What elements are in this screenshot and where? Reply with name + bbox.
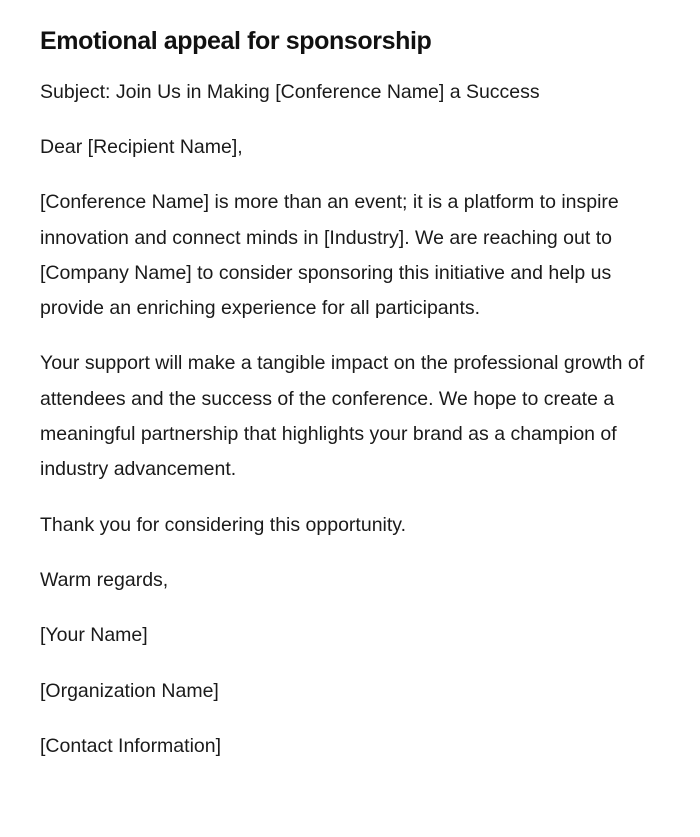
- closing: Warm regards,: [40, 568, 169, 591]
- signature-name: [Your Name]: [40, 624, 148, 647]
- signature-organization: [Organization Name]: [40, 679, 219, 702]
- body-paragraph-thanks: Thank you for considering this opportunity.: [40, 513, 407, 536]
- email-subject: Subject: Join Us in Making [Conference Name] a Success: [40, 81, 540, 103]
- salutation: Dear [Recipient Name],: [40, 136, 243, 158]
- body-paragraph-impact: Your support will make a tangible impact on the professional growth of attendees and the success of the conference. We hope to create a meaningful partnership that highlights your brand as a champion of industry advancement.: [40, 352, 645, 481]
- signature-contact: [Contact Information]: [40, 734, 222, 757]
- page-title: Emotional appeal for sponsorship: [40, 27, 432, 55]
- body-paragraph-intro: [Conference Name] is more than an event; it is a platform to inspire innovation and connect minds in [Industry]. We are reaching out to [Company Name] to consider sponsoring this initiative and help us provide an enriching experience for all participants.: [40, 191, 619, 320]
